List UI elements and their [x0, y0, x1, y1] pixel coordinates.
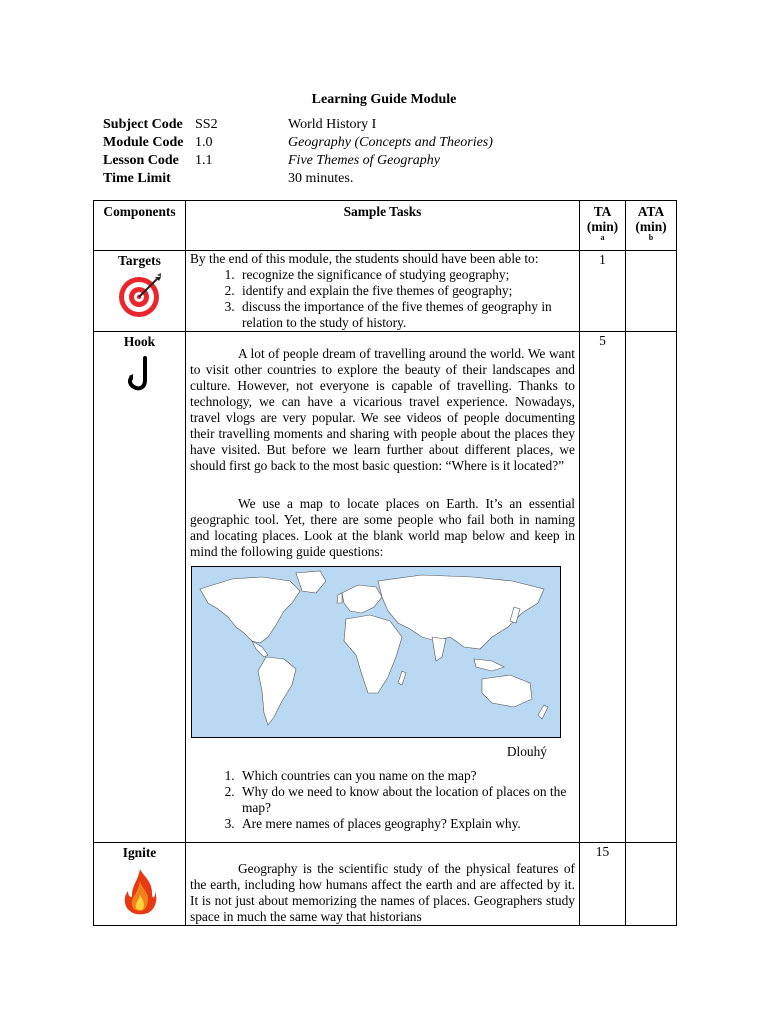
- meta-value: Five Themes of Geography: [288, 153, 441, 168]
- header-ta-label: TA: [593, 204, 612, 219]
- ignite-cell: [94, 843, 186, 926]
- meta-value: Geography (Concepts and Theories): [288, 135, 493, 150]
- hook-questions: [190, 768, 575, 832]
- header-ta-sub: a: [600, 233, 605, 242]
- hook-paragraph-1: A lot of people dream of travelling around the world. We want to visit other countries to explore the beauty of their landscapes and culture. However, not everyone is capable of travelling. Thanks to technology, we can have a vicarious travel experience. Nowadays, travel vlogs are very popular. We see videos of people documenting their travelling moments and sharing with people about the places they have visited. But before we learn further about different places, we should first go back to the most basic question: “Where is it located?”: [190, 346, 575, 473]
- hook-icon: [125, 354, 155, 394]
- targets-intro: By the end of this module, the students should have been able to:: [190, 251, 539, 266]
- hook-row: [94, 332, 677, 843]
- targets-tasks: [186, 251, 580, 332]
- ignite-ta: 15: [580, 843, 626, 926]
- flame-icon: [122, 867, 158, 915]
- header-ta: [580, 201, 626, 251]
- hook-ta: 5: [580, 332, 626, 843]
- meta-row-lesson: [103, 152, 493, 170]
- header-ata-sub: b: [648, 233, 654, 242]
- header-row: [94, 201, 677, 251]
- list-item: 1. Which countries can you name on the map?: [238, 768, 575, 784]
- header-ata-label: ATA: [637, 204, 665, 219]
- list-item: 1. recognize the significance of studying geography;: [238, 267, 575, 283]
- targets-row: [94, 251, 677, 332]
- meta-label: Time Limit: [103, 171, 171, 186]
- meta-code: 1.0: [195, 135, 213, 150]
- list-item: 2. Why do we need to know about the location of places on the map?: [238, 784, 575, 816]
- hook-label: Hook: [123, 334, 156, 349]
- hook-tasks: [186, 332, 580, 843]
- hook-cell: [94, 332, 186, 843]
- meta-label: Lesson Code: [103, 153, 179, 168]
- meta-block: [103, 116, 493, 188]
- meta-row-module: [103, 134, 493, 152]
- meta-row-subject: [103, 116, 493, 134]
- ignite-tasks: [186, 843, 580, 926]
- targets-cell: [94, 251, 186, 332]
- guide-table: [93, 200, 677, 926]
- header-tasks: Sample Tasks: [186, 201, 580, 251]
- targets-label: Targets: [118, 253, 161, 268]
- list-item: 3. Are mere names of places geography? Explain why.: [238, 816, 575, 832]
- ignite-label: Ignite: [122, 845, 157, 860]
- map-credit: Dlouhý: [506, 744, 547, 759]
- target-icon: [117, 273, 163, 319]
- targets-list: [190, 267, 575, 331]
- meta-row-time: [103, 170, 493, 188]
- ignite-paragraph-1: Geography is the scientific study of the physical features of the earth, including how humans affect the earth and are affected by it. It is not just about memorizing the names of places. Geographers study space in much the same way that historians: [190, 861, 575, 924]
- list-item: 3. discuss the importance of the five themes of geography in relation to the study of history.: [238, 299, 575, 331]
- ignite-row: [94, 843, 677, 926]
- header-ata: [626, 201, 677, 251]
- module-title: Learning Guide Module: [311, 92, 457, 107]
- meta-value: World History I: [288, 117, 377, 132]
- header-ta-unit: (min): [586, 219, 619, 234]
- header-components: Components: [94, 201, 186, 251]
- ignite-ata: [626, 843, 677, 926]
- world-map: [191, 566, 561, 738]
- meta-label: Module Code: [103, 135, 184, 150]
- meta-value: 30 minutes.: [288, 171, 354, 186]
- hook-paragraph-2: We use a map to locate places on Earth. It’s an essential geographic tool. Yet, there are some people who fail both in naming and locating places. Look at the blank world map below and keep in mind the following guide questions:: [190, 496, 575, 559]
- meta-code: 1.1: [195, 153, 213, 168]
- meta-code: SS2: [195, 117, 218, 132]
- list-item: 2. identify and explain the five themes of geography;: [238, 283, 575, 299]
- targets-ta: 1: [580, 251, 626, 332]
- header-ata-unit: (min): [635, 219, 667, 234]
- targets-ata: [626, 251, 677, 332]
- meta-label: Subject Code: [103, 117, 183, 132]
- hook-ata: [626, 332, 677, 843]
